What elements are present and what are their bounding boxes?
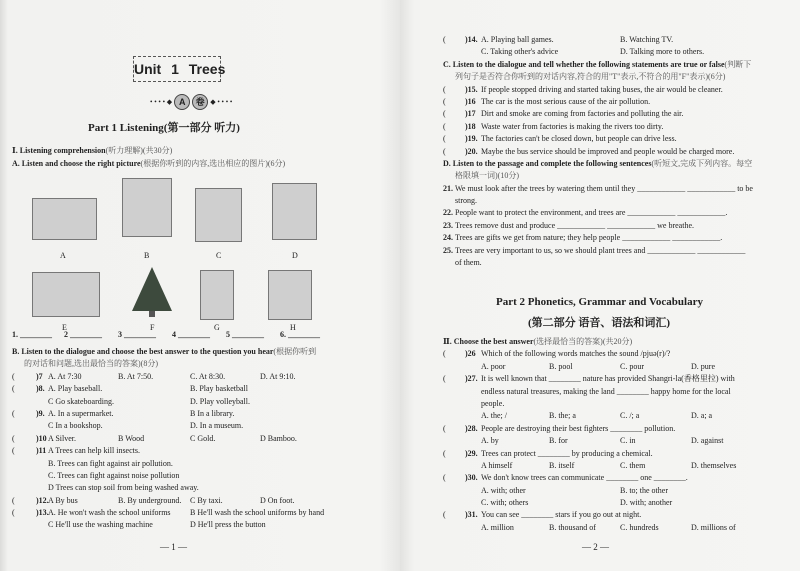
text-line <box>443 195 773 207</box>
answer-paren[interactable]: ( <box>443 423 446 433</box>
text-segment: )17 <box>465 109 476 119</box>
answer-paren[interactable]: ( <box>12 433 15 443</box>
picture-e[interactable] <box>32 272 100 317</box>
option: A. with; other <box>481 485 526 495</box>
option: C In a bookshop. <box>48 421 103 431</box>
right-page <box>400 0 800 571</box>
option: C. them <box>620 460 646 470</box>
question-number: )28. <box>465 423 478 433</box>
option: A. by <box>481 436 499 446</box>
text-segment: People want to protect the environment, and trees are ____________ ____________. <box>455 208 728 218</box>
heading <box>443 59 751 71</box>
tree-icon <box>130 265 175 318</box>
heading-zh: (根据你听到的内容,选出相应的图片)(6分) <box>140 159 286 168</box>
text-line <box>443 410 773 422</box>
text-segment: Dirt and smoke are coming from factories and polluting the air. <box>481 109 684 119</box>
option: B. Watching TV. <box>620 35 674 44</box>
option: A. the; / <box>481 411 507 421</box>
text-segment: )16 <box>465 96 476 106</box>
text-segment: We must look after the trees by watering them until they ____________ ____________ to be <box>455 183 753 193</box>
picture-label: C <box>216 251 222 260</box>
picture-a[interactable] <box>32 198 97 240</box>
text-segment: Trees are very important to us, so we should plant trees and ____________ ____________ <box>455 245 746 255</box>
answer-blank[interactable]: 4 ________ <box>172 330 210 339</box>
heading-title: C. Listen to the dialogue and tell whether the following statements are true or false <box>443 59 725 69</box>
heading-zh: (听短文,完成下列内容。每空 <box>651 158 753 168</box>
text-segment: Waste water from factories is making the rivers too dirty. <box>481 121 664 131</box>
question-number: )8. <box>36 384 45 394</box>
option: B. At 7:50. <box>118 371 154 381</box>
text-line <box>443 435 773 447</box>
option: D. with; another <box>620 498 673 508</box>
text-line <box>443 448 773 460</box>
answer-blank[interactable]: 1. ________ <box>12 330 52 339</box>
option: B In a library. <box>190 408 235 418</box>
text-segment: strong. <box>455 196 477 206</box>
text-line <box>443 146 773 158</box>
text-line <box>12 470 342 482</box>
section-a-heading <box>12 158 285 169</box>
text-line <box>443 207 773 219</box>
text-line <box>12 458 342 470</box>
answer-paren[interactable]: ( <box>443 96 446 106</box>
text-line <box>443 121 773 133</box>
option: D. At 9:10. <box>260 371 296 381</box>
text-line <box>443 108 773 120</box>
right-questions-top <box>443 34 773 269</box>
text-line <box>443 336 773 348</box>
option: D Bamboo. <box>260 433 297 443</box>
option: D He'll press the button <box>190 520 266 530</box>
option: A Silver. <box>48 433 77 443</box>
picture-c[interactable] <box>195 188 242 242</box>
text-segment: The car is the most serious cause of the air pollution. <box>481 96 651 106</box>
heading-zh-continued: 列句子是否符合你听到的对话内容,符合的用"T"表示,不符合的用"F"表示)(6分) <box>455 72 726 82</box>
option: C. hundreds <box>620 522 659 532</box>
answer-blank[interactable]: 3 ________ <box>118 330 156 339</box>
option: D Trees can stop soil from being washed away. <box>48 483 199 493</box>
text-line <box>12 433 342 445</box>
option: A. He won't wash the school uniforms <box>48 508 171 518</box>
text-line <box>443 348 773 360</box>
text-line <box>443 158 773 170</box>
option: D. In a museum. <box>190 421 244 431</box>
question-number: )12. <box>36 495 49 505</box>
text-line <box>12 482 342 494</box>
picture-label: A <box>60 251 66 260</box>
option: B. By underground. <box>118 495 182 505</box>
option: B. to; the other <box>620 485 668 495</box>
part2-title-zh: (第二部分 语音、语法和词汇) <box>528 317 671 329</box>
answer-paren[interactable]: ( <box>12 495 15 505</box>
text-line <box>12 371 342 383</box>
heading-title: B. Listen to the dialogue and choose the best answer to the question you hear <box>12 347 274 356</box>
option: D. Play volleyball. <box>190 396 250 406</box>
answer-paren[interactable]: ( <box>12 446 15 456</box>
answer-blank[interactable]: 5 ________ <box>226 330 264 339</box>
text-line <box>443 460 773 472</box>
question-number: )11 <box>36 446 47 456</box>
heading-title: Ⅱ. Choose the best answer <box>443 337 534 346</box>
part1-title: Part 1 Listening(第一部分 听力) <box>88 122 240 134</box>
picture-g[interactable] <box>200 270 234 320</box>
question-number: )27. <box>465 374 478 384</box>
text-line <box>12 420 342 432</box>
picture-label: B <box>144 251 150 260</box>
answer-paren[interactable]: ( <box>12 408 15 418</box>
heading-title: D. Listen to the passage and complete the following sentences <box>443 158 652 168</box>
text-line <box>443 84 773 96</box>
answer-paren[interactable]: ( <box>443 510 446 520</box>
answer-paren[interactable]: ( <box>443 84 446 94</box>
option: B Wood <box>118 433 145 443</box>
text-segment: If people stopped driving and started taking buses, the air would be cleaner. <box>481 84 723 94</box>
text-segment: )15. <box>465 84 478 94</box>
heading-zh: (听力理解)(共30分) <box>105 146 173 155</box>
option: B. itself <box>549 460 575 470</box>
picture-label: D <box>292 251 298 260</box>
dots-decoration: ◆ • • • • <box>210 98 233 106</box>
question-number: )13. <box>36 508 49 518</box>
text-line <box>443 34 773 46</box>
answer-paren[interactable]: ( <box>443 349 446 359</box>
question-number: )31. <box>465 510 478 520</box>
text-segment: )18 <box>465 121 476 131</box>
text-line <box>443 497 773 509</box>
picture-d[interactable] <box>272 183 317 240</box>
question-text: Which of the following words matches the sound /pjuə(r)/? <box>481 349 671 359</box>
text-line <box>443 232 773 244</box>
text-line <box>443 96 773 108</box>
text-line <box>12 445 342 457</box>
text-line <box>443 257 773 269</box>
heading-title: Ⅰ. Listening comprehension <box>12 146 106 155</box>
answer-paren[interactable]: ( <box>443 35 446 44</box>
option: D On foot. <box>260 495 295 505</box>
answer-blank[interactable]: 2 ________ <box>64 330 102 339</box>
question-number: )14. <box>465 35 478 44</box>
option: C. with; others <box>481 498 529 508</box>
text-line <box>12 495 342 507</box>
option: C. Trees can fight against noise pollution <box>48 470 180 480</box>
option: B. the; a <box>549 411 576 421</box>
option: B. Play basketball <box>190 384 248 394</box>
option: D. millions of <box>691 522 736 532</box>
text-line <box>443 373 773 385</box>
text-line <box>443 245 773 257</box>
question-number: )10 <box>36 433 47 443</box>
option: A. poor <box>481 361 506 371</box>
option: D. pure <box>691 361 715 371</box>
left-questions <box>12 346 342 532</box>
option: A By bus <box>48 495 78 505</box>
text-segment: )19. <box>465 134 478 144</box>
option: B. thousand of <box>549 522 596 532</box>
badge-juan: 卷 <box>192 94 208 110</box>
dots-decoration: • • • • ◆ <box>150 98 173 106</box>
option: C. Taking other's advice <box>481 47 559 57</box>
text-segment: 23. <box>443 220 453 230</box>
text-line <box>443 398 773 410</box>
picture-label: G <box>214 323 220 332</box>
heading <box>443 158 752 170</box>
picture-label: H <box>290 323 296 332</box>
option: C. At 8:30. <box>190 371 226 381</box>
heading-zh-continued: 的对话和问题,选出最恰当的答案)(8分) <box>24 359 158 369</box>
text-segment: 24. <box>443 233 453 243</box>
text-line <box>443 71 773 83</box>
question-text: people. <box>481 398 505 408</box>
question-text: Trees can protect ________ by producing a chemical. <box>481 448 653 458</box>
text-line <box>443 509 773 521</box>
answer-paren[interactable]: ( <box>443 146 446 156</box>
text-segment: 21. <box>443 183 453 193</box>
text-segment: The factories can't be closed down, but people can drive less. <box>481 134 677 144</box>
answer-paren[interactable]: ( <box>443 109 446 119</box>
question-number: )29. <box>465 448 478 458</box>
option: A. Play baseball. <box>48 384 103 394</box>
text-line <box>12 519 342 531</box>
text-line <box>443 170 773 182</box>
option: A. At 7:30 <box>48 371 82 381</box>
option: C He'll use the washing machine <box>48 520 153 530</box>
heading <box>12 346 316 358</box>
text-line <box>443 183 773 195</box>
option: B. for <box>549 436 568 446</box>
answer-blank[interactable]: 6. ________ <box>280 330 320 339</box>
heading-zh: (判断下 <box>724 59 752 69</box>
picture-f[interactable] <box>130 265 175 318</box>
text-line <box>443 133 773 145</box>
text-line <box>12 383 342 395</box>
answer-paren[interactable]: ( <box>443 121 446 131</box>
page-number: — 2 — <box>582 542 609 552</box>
option: C Go skateboarding. <box>48 396 114 406</box>
text-line <box>12 346 342 358</box>
option: B. Trees can fight against air pollution. <box>48 458 173 468</box>
text-line <box>443 361 773 373</box>
option: B He'll wash the school uniforms by hand <box>190 508 325 518</box>
text-line <box>443 522 773 534</box>
option: A himself <box>481 460 513 470</box>
text-segment: Trees are gifts we get from nature; they help people ____________ ____________. <box>455 233 723 243</box>
option: A. million <box>481 522 514 532</box>
heading-zh-continued: 格限填一词)(10分) <box>455 171 519 181</box>
question-text: endless natural treasures, making the land ________ happy home for the local <box>481 386 731 396</box>
question-text: We don't know trees can communicate ________ one ________. <box>481 473 688 483</box>
option: D. a; a <box>691 411 713 421</box>
text-line <box>443 386 773 398</box>
question-text: You can see ________ stars if you go out at night. <box>481 510 642 520</box>
option: A. In a supermarket. <box>48 408 114 418</box>
text-line <box>443 46 773 58</box>
question-text: People are destroying their best fighters ________ pollution. <box>481 423 676 433</box>
option: A. Playing ball games. <box>481 35 554 44</box>
option: C. in <box>620 436 636 446</box>
question-number: )9. <box>36 408 45 418</box>
right-questions-bottom <box>443 336 773 534</box>
question-number: )30. <box>465 473 478 483</box>
page-number: — 1 — <box>160 542 187 552</box>
text-segment: 22. <box>443 208 453 218</box>
text-line <box>12 396 342 408</box>
section-1-heading <box>12 145 172 156</box>
option: D. themselves <box>691 460 737 470</box>
picture-b[interactable] <box>122 178 172 237</box>
text-line <box>12 507 342 519</box>
option: D. Talking more to others. <box>620 47 705 57</box>
text-segment: Maybe the bus service should be improved and people would be charged more. <box>481 146 735 156</box>
answer-paren[interactable]: ( <box>443 374 446 384</box>
option: C. pour <box>620 361 644 371</box>
heading-zh: (选择最恰当的答案)(共20分) <box>533 337 633 346</box>
picture-h[interactable] <box>268 270 312 320</box>
answer-paren[interactable]: ( <box>12 384 15 394</box>
option: C By taxi. <box>190 495 223 505</box>
text-line <box>12 408 342 420</box>
text-line <box>12 358 342 370</box>
option: D. against <box>691 436 724 446</box>
answer-paren[interactable]: ( <box>443 473 446 483</box>
heading-title: A. Listen and choose the right picture <box>12 159 141 168</box>
picture-label: F <box>150 323 155 332</box>
text-line <box>443 423 773 435</box>
heading <box>443 336 632 348</box>
paper-a-badge <box>150 94 232 110</box>
text-line <box>443 472 773 484</box>
unit-title: Unit 1 Trees <box>133 56 221 82</box>
text-line <box>443 485 773 497</box>
text-segment: )20. <box>465 146 478 156</box>
text-segment: Trees remove dust and produce ____________ ____________ we breathe. <box>455 220 694 230</box>
answer-paren[interactable]: ( <box>443 134 446 144</box>
answer-paren[interactable]: ( <box>12 371 15 381</box>
badge-a: A <box>174 94 190 110</box>
heading-zh: (根据你听到 <box>273 347 317 356</box>
part2-title: Part 2 Phonetics, Grammar and Vocabulary <box>496 296 703 308</box>
text-line <box>443 59 773 71</box>
answer-paren[interactable]: ( <box>443 448 446 458</box>
option: A Trees can help kill insects. <box>48 446 140 456</box>
question-number: )26 <box>465 349 476 359</box>
answer-paren[interactable]: ( <box>12 508 15 518</box>
question-number: )7 <box>36 371 43 381</box>
text-segment: of them. <box>455 258 482 268</box>
option: C Gold. <box>190 433 216 443</box>
text-segment: 25. <box>443 245 453 255</box>
question-text: It is well known that ________ nature has provided Shangri-la(香格里拉) with <box>481 374 735 384</box>
option: C. /; a <box>620 411 640 421</box>
text-line <box>443 220 773 232</box>
option: B. pool <box>549 361 573 371</box>
picture-label: E <box>62 323 67 332</box>
